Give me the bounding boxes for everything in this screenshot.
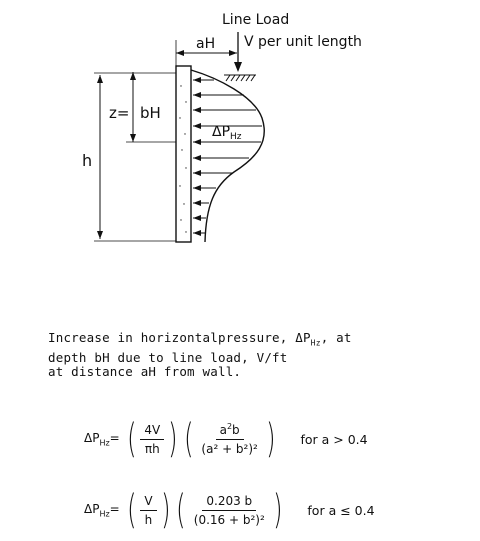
bh-label: bH <box>140 104 161 122</box>
fraction-a2b: $\frac{a^2b}{\text{(a² + b²)²}}$ <box>201 422 258 456</box>
retaining-wall <box>176 66 191 242</box>
fraction-4v-pih: $\frac{4V}{\pi h}$ <box>140 423 164 456</box>
fraction-0203b: $\frac{0.203 b}{\text{(0.16 + b²)²}}$ <box>193 493 265 527</box>
pressure-label: $\Delta P_{Hz}$ <box>212 124 242 142</box>
z-label: z= <box>109 104 130 122</box>
ah-dimension-label: aH <box>196 36 216 52</box>
line-load-unit-label: V per unit length <box>244 34 362 50</box>
equation-lhs: $\Delta P_{Hz}=$ <box>84 430 120 448</box>
line-load-arrowhead <box>234 62 242 72</box>
equation-a-greater: $\Delta P_{Hz}=$ ( $\frac{4V}{\pi h}$ ) ( $\frac{a^2b}{\text{(a² + b²)²}}$ ) for a > 0.4 <box>84 416 368 462</box>
caption-line-3: at distance aH from wall. <box>48 363 242 379</box>
equation-a-less: $\Delta P_{Hz}=$ ( $\frac{V}{h}$ ) ( $\frac{0.203 b}{\text{(0.16 + b²)²}}$ ) for a ≤ 0.4 <box>84 487 375 533</box>
h-label: h <box>82 151 93 170</box>
condition-a-less: for a ≤ 0.4 <box>307 502 375 518</box>
pressure-curve <box>191 70 264 242</box>
fraction-v-h: $\frac{V}{h}$ <box>140 494 156 527</box>
caption <box>48 331 448 379</box>
ground-hatch <box>224 75 256 81</box>
caption-line-2: depth bH due to line load, V/ft <box>48 349 288 365</box>
line-load-label: Line Load <box>222 12 290 28</box>
condition-a-greater: for a > 0.4 <box>300 431 368 447</box>
caption-line-1: Increase in horizontalpressure, $\Delta P_{Hz}$, at <box>48 330 352 348</box>
equation-lhs: $\Delta P_{Hz}=$ <box>84 501 120 519</box>
